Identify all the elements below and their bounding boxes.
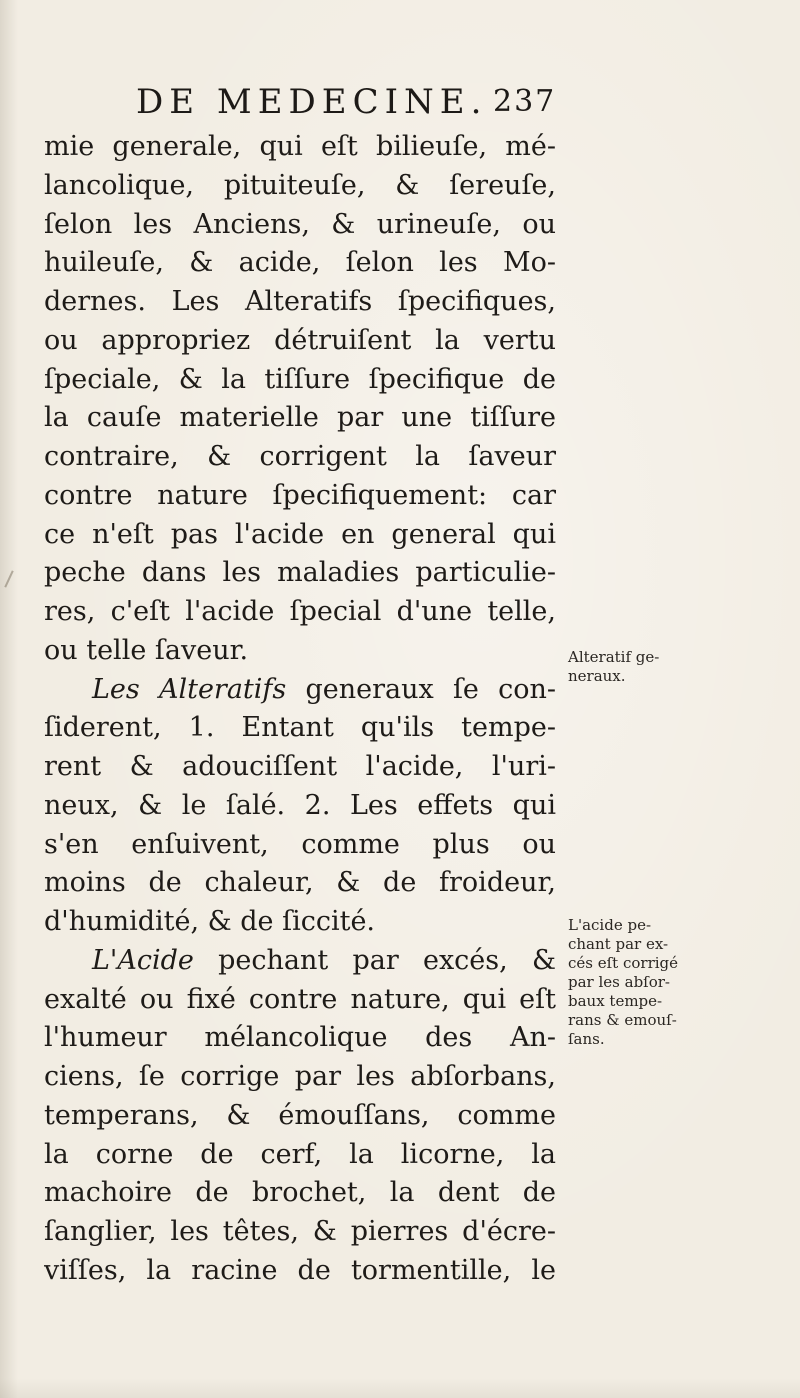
text-line: ciens, ſe corrige par les abſorbans,	[44, 1061, 556, 1092]
text-line: d'humidité, & de ſiccité.	[44, 906, 376, 937]
text-line: s'en enſuivent, comme plus ou	[44, 828, 556, 860]
text-line: contre nature ſpecifiquement: car	[44, 479, 556, 511]
paragraph-first-line	[44, 671, 556, 710]
text-line: ſiderent, 1. Entant qu'ils tempe-	[44, 712, 556, 744]
text-line: lancolique, pituiteuſe, & ſereuſe,	[44, 169, 556, 201]
margin-note-line: baux tempe-	[568, 992, 663, 1010]
margin-note-line: rans & emouſ-	[568, 1011, 677, 1029]
text-line: ſpeciale, & la tiſſure ſpecifique de	[44, 363, 556, 395]
text-line: ſanglier, les têtes, & pierres d'écre-	[44, 1216, 556, 1247]
text-line: mie generale, qui eſt bilieuſe, mé-	[44, 131, 556, 162]
text-line: peche dans les maladies particulie-	[44, 557, 556, 589]
margin-note-line: neraux.	[568, 667, 626, 685]
text-line: res, c'eſt l'acide ſpecial d'une telle,	[44, 596, 556, 627]
margin-note-acide	[568, 916, 718, 1049]
text-line: ſelon les Anciens, & urineuſe, ou	[44, 208, 556, 240]
margin-note-alteratifs	[568, 648, 718, 686]
page-number: 237	[493, 84, 557, 119]
text-line: neux, & le ſalé. 2. Les effets qui	[44, 789, 556, 821]
text-line: temperans, & émouſſans, comme	[44, 1099, 556, 1131]
text-line: rent & adouciſſent l'acide, l'uri-	[44, 751, 556, 782]
italic-lead: L'Acide	[92, 944, 194, 976]
text-line: huileuſe, & acide, ſelon les Mo-	[44, 247, 556, 279]
text-line: dernes. Les Alteratifs ſpecifiques,	[44, 286, 556, 317]
line-rest: pechant par excés, &	[193, 944, 556, 976]
text-line: ou appropriez détruiſent la vertu	[44, 324, 556, 356]
text-line: machoire de brochet, la dent de	[44, 1177, 556, 1209]
text-line: contraire, & corrigent la ſaveur	[44, 441, 556, 472]
margin-note-line: cés eſt corrigé	[568, 954, 679, 972]
text-line: exalté ou fixé contre nature, qui eſt	[44, 983, 556, 1015]
page-header	[0, 82, 800, 122]
margin-note-line: par les abſor-	[568, 973, 670, 991]
italic-lead: Les Alteratifs	[92, 673, 287, 705]
stray-ink-mark	[4, 570, 13, 587]
text-line: viſſes, la racine de tormentille, le	[44, 1254, 556, 1286]
running-head: DE MEDECINE.	[136, 82, 488, 122]
margin-note-line: Alteratif ge-	[568, 648, 660, 666]
margin-note-line: ſans.	[568, 1030, 605, 1048]
text-line: ce n'eſt pas l'acide en general qui	[44, 518, 556, 550]
line-rest: generaux ſe con-	[286, 673, 556, 705]
text-line: ou telle ſaveur.	[44, 634, 249, 666]
margin-note-line: L'acide pe-	[568, 916, 652, 934]
text-line: la corne de cerf, la licorne, la	[44, 1138, 556, 1170]
paragraph-first-line	[44, 942, 556, 981]
text-line: la cauſe materielle par une tiſſure	[44, 402, 556, 434]
text-line: l'humeur mélancolique des An-	[44, 1022, 556, 1054]
text-line: moins de chaleur, & de froideur,	[44, 867, 556, 899]
main-text	[44, 128, 556, 1291]
margin-note-line: chant par ex-	[568, 935, 669, 953]
